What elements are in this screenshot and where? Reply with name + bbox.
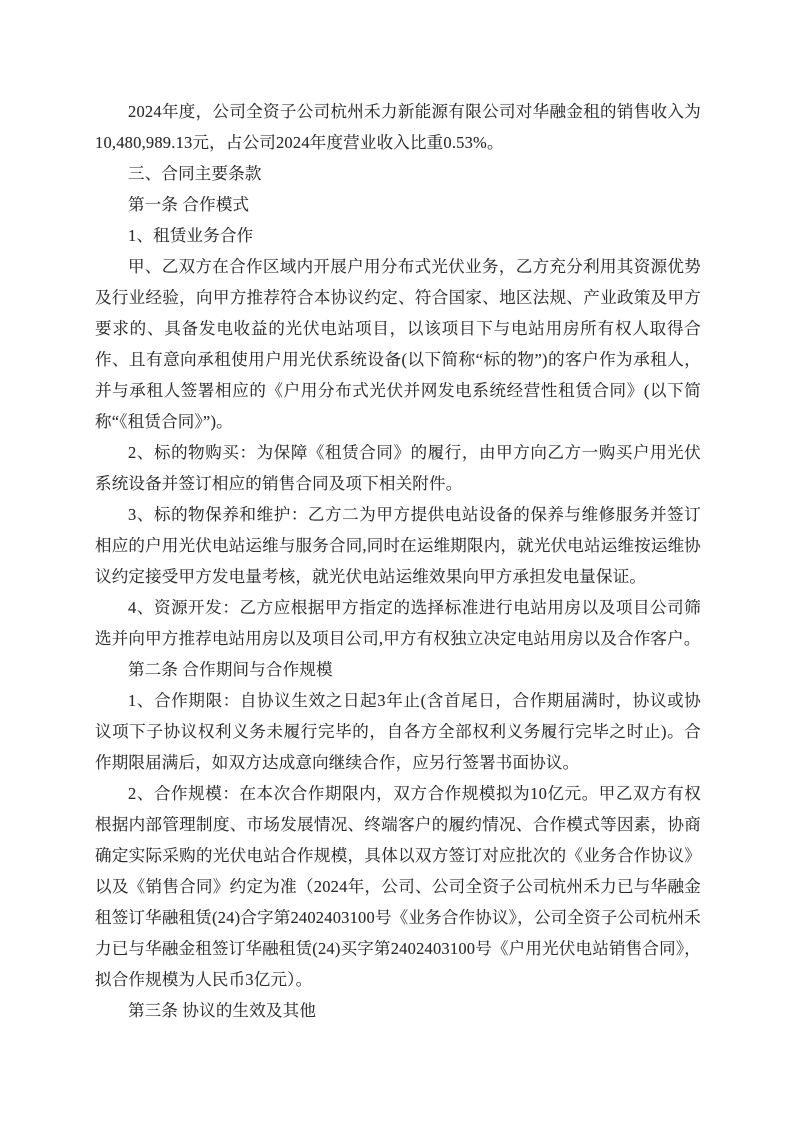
heading-article-3-effectiveness: 第三条 协议的生效及其他 [128, 1001, 317, 1020]
paragraph-resource-development: 4、资源开发：乙方应根据甲方指定的选择标准进行电站用房以及项目公司筛选并向甲方推荐电站用房以及项目公司,甲方有权独立决定电站用房以及合作客户。 [95, 598, 701, 648]
paragraph-cooperation-term: 1、合作期限：自协议生效之日起3年止(含首尾日，合作期届满时，协议或协议项下子协议权利义务未履行完毕的，自各方全部权利义务履行完毕之时止)。合作期限届满后，如双方达成意向继续合作，应另行签署书面协议。 [95, 691, 701, 772]
paragraph-cooperation-scale: 2、合作规模：在本次合作期限内，双方合作规模拟为10亿元。甲乙双方有权根据内部管理制度、市场发展情况、终端客户的履约情况、合作模式等因素，协商确定实际采购的光伏电站合作规模，具体以双方签订对应批次的《业务合作协议》以及《销售合同》约定为准（2024年，公司、公司全资子公司杭州禾力已与华融金租签订华融租赁(24)合字第2402403100号《业务合作协议》，公司全资子公司杭州禾力已与华融金租签订华融租赁(24)买字第2402403100号《户用光伏电站销售合同》，拟合作规模为人民币3亿元）。 [95, 784, 701, 989]
heading-section-3-main-terms: 三、合同主要条款 [128, 164, 262, 183]
heading-article-1-cooperation-mode: 第一条 合作模式 [128, 195, 250, 214]
paragraph-subject-purchase: 2、标的物购买：为保障《租赁合同》的履行，由甲方向乙方一购买户用光伏系统设备并签订相应的销售合同及项下相关附件。 [95, 443, 701, 493]
paragraph-sales-revenue: 2024年度，公司全资子公司杭州禾力新能源有限公司对华融金租的销售收入为10,480,989.13元，占公司2024年度营业收入比重0.53%。 [95, 102, 701, 152]
heading-article-2-term-and-scale: 第二条 合作期间与合作规模 [128, 660, 333, 679]
paragraph-leasing-business: 甲、乙双方在合作区域内开展户用分布式光伏业务，乙方充分利用其资源优势及行业经验，向甲方推荐符合本协议约定、符合国家、地区法规、产业政策及甲方要求的、具备发电收益的光伏电站项目，以该项目下与电站用房所有权人取得合作、且有意向承租使用户用光伏系统设备(以下简称“标的物”)的客户作为承租人，并与承租人签署相应的《户用分布式光伏并网发电系统经营性租赁合同》(以下简称“《租赁合同》”)。 [95, 257, 701, 431]
paragraph-subject-maintenance: 3、标的物保养和维护：乙方二为甲方提供电站设备的保养与维修服务并签订相应的户用光伏电站运维与服务合同,同时在运维期限内，就光伏电站运维按运维协议约定接受甲方发电量考核，就光伏电站运维效果向甲方承担发电量保证。 [95, 505, 701, 586]
document-content [95, 96, 701, 1026]
heading-item-1-leasing-cooperation: 1、租赁业务合作 [128, 226, 254, 245]
